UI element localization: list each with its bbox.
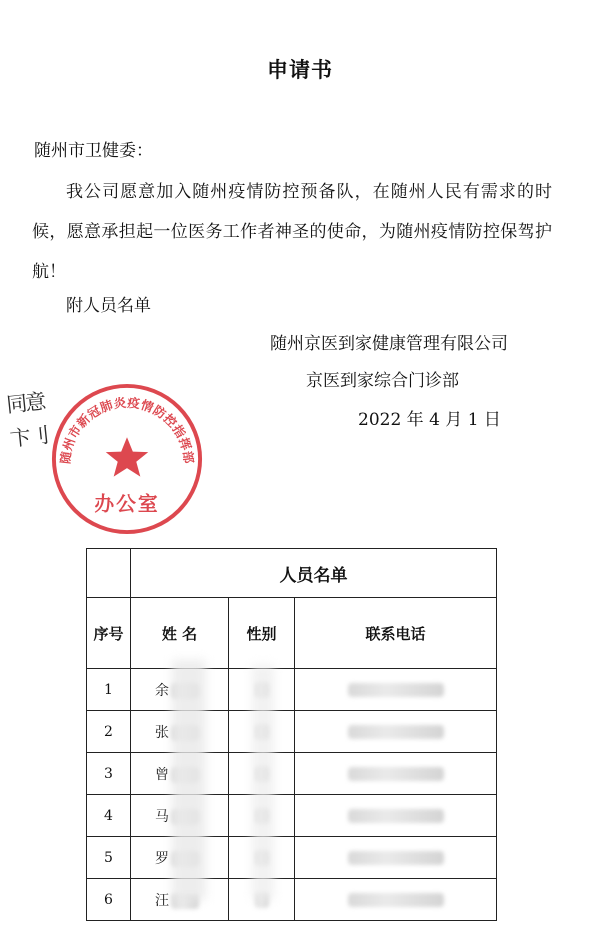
redaction-overlay	[172, 660, 206, 900]
signature-date: 2022 年 4 月 1 日	[358, 410, 501, 430]
row-name: 罗	[155, 850, 169, 867]
redacted-block	[348, 809, 444, 823]
redacted-block	[348, 767, 444, 781]
header-name: 姓 名	[131, 598, 229, 669]
table-row: 3 曾	[87, 753, 497, 795]
header-number: 序号	[87, 598, 131, 669]
table-row: 1 余	[87, 669, 497, 711]
header-gender: 性别	[229, 598, 295, 669]
row-name: 张	[155, 724, 169, 741]
seal-star-icon	[106, 437, 148, 476]
table-row: 2 张	[87, 711, 497, 753]
personnel-table	[86, 548, 496, 921]
addressee: 随州市卫健委：	[34, 141, 153, 161]
header-phone: 联系电话	[295, 598, 497, 669]
body-paragraph: 我公司愿意加入随州疫情防控预备队，在随州人民有需求的时候，愿意承担起一位医务工作者神圣的使命，为随州疫情防控保驾护航！	[32, 182, 552, 282]
handwriting-line-1: 同意	[5, 389, 46, 418]
row-name: 曾	[155, 766, 169, 783]
table-caption: 人员名单	[131, 549, 497, 598]
table-row: 4 马	[87, 795, 497, 837]
attachment-note: 附人员名单	[66, 296, 151, 316]
redaction-overlay	[252, 665, 274, 900]
redacted-block	[348, 725, 444, 739]
row-name: 马	[155, 808, 169, 825]
row-name: 汪	[155, 892, 169, 909]
table-row: 6 汪	[87, 879, 497, 921]
seal-center-text: 办公室	[94, 492, 160, 516]
redacted-block	[348, 683, 444, 697]
row-name: 余	[155, 682, 169, 699]
handwriting-line-2: 卞刂	[8, 423, 49, 452]
document-title: 申请书	[267, 58, 333, 82]
signature-company: 随州京医到家健康管理有限公司	[270, 334, 508, 354]
signature-clinic: 京医到家综合门诊部	[306, 371, 459, 391]
redacted-block	[348, 851, 444, 865]
table-row: 5 罗	[87, 837, 497, 879]
redacted-block	[348, 893, 444, 907]
seal-ring-text: 随州市新冠肺炎疫情防控指挥部	[57, 394, 197, 465]
official-seal-icon	[48, 380, 206, 538]
